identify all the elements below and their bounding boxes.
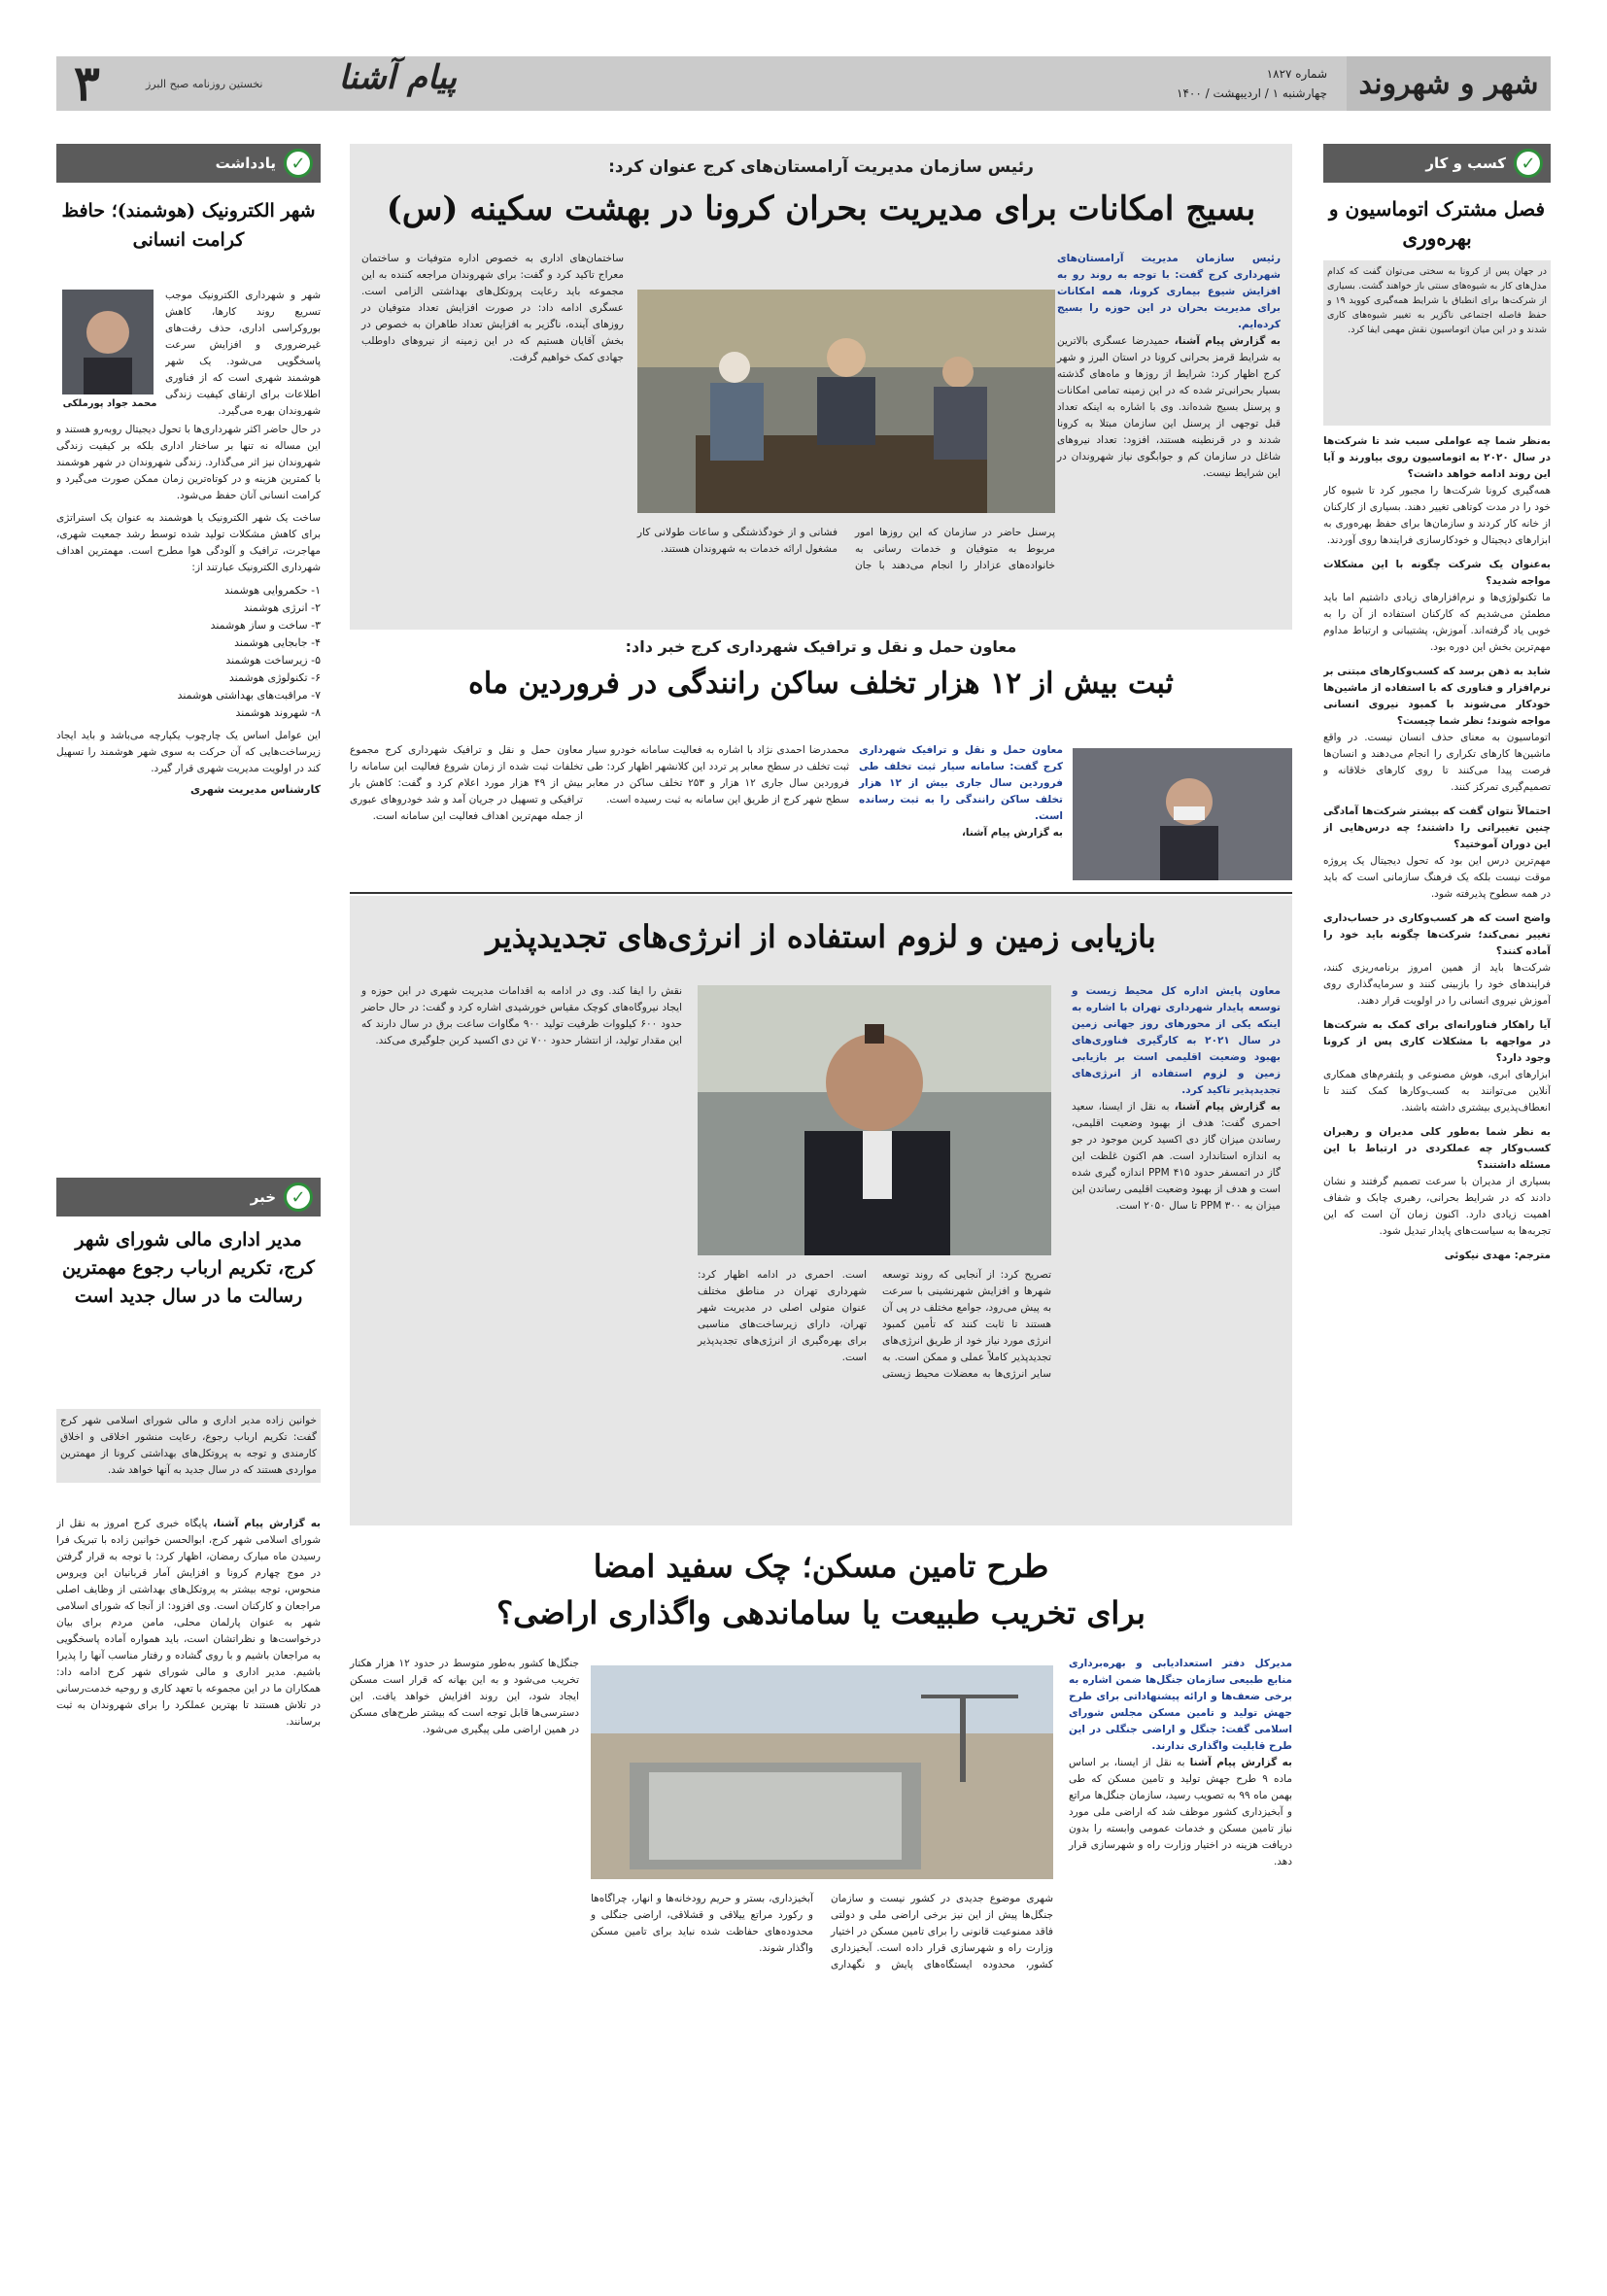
article-cemetery	[350, 144, 1292, 630]
body-text: آبخیزداری کشور، محدوده ایستگاه‌های پایش و نگهداری آبخیزداری، بستر و حریم رودخانه‌ها و انهار، چراگاه‌ها و رکورد مراتع ییلاقی و قشلاقی، اراضی جنگلی و محدوده‌های حفاظت شده نباید برای تامین مسکن واگذار شوند.	[591, 1893, 1053, 1970]
answer: مهم‌ترین درس این بود که تحول دیجیتال یک پروژه موقت نیست بلکه یک فرهنگ سازمانی است که باید در همه سطوح پذیرفته شود.	[1323, 855, 1551, 900]
question: شاید به ذهن برسد که کسب‌وکارهای مبتنی بر نرم‌افزار و فناوری که با استفاده از ماشین‌ها خودکار می‌شوند با کمبود نیروی انسانی مواجه شوند؛ نظر شما چیست؟	[1323, 666, 1551, 727]
translator-credit: مترجم: مهدی نیکوئی	[1444, 1250, 1551, 1261]
issue-info	[1177, 64, 1327, 103]
lead-text: معاون پایش اداره کل محیط زیست و توسعه پایدار شهرداری تهران با اشاره به اینکه یکی از محورهای روز جهانی زمین در سال ۲۰۲۱ به کارگیری فناوری‌های بهبود وضعیت اقلیمی است بر بازیابی زمین و لزوم استفاده از انرژی‌های تجدیدپذیر تاکید کرد.	[1072, 985, 1282, 1096]
question: واضح است که هر کسب‌وکاری در حساب‌داری تغییر نمی‌کند؛ شرکت‌ها چگونه باید خود را آماده کنند؟	[1323, 912, 1551, 957]
answer: ما تکنولوژی‌ها و نرم‌افزارهای زیادی داشتیم اما باید مطمئن می‌شدیم که کارکنان استفاده از آن را به خوبی یاد گرفته‌اند. آموزش، پشتیبانی و ارتباط مداوم مهم‌ترین بخش این دوره بود.	[1323, 592, 1551, 653]
answer: اتوماسیون به معنای حذف انسان نیست. در واقع ماشین‌ها کارهای تکراری را انجام می‌دهند و انسان‌ها فرصت پیدا می‌کنند تا روی کارهای خلاقانه و تصمیم‌گیری تمرکز کنند.	[1323, 732, 1551, 793]
body-text: این عوامل اساس یک چارچوب یکپارچه می‌باشد و باید ایجاد زیرساخت‌هایی که آن حرکت به سوی شهر هوشمند را تسهیل کند در اولویت مدیریت شهری قرار گیرد.	[56, 730, 321, 774]
article-lead	[859, 742, 1063, 841]
article-col2: پرسنل حاضر در سازمان که این روزها امور مربوط به متوفیان و خدمات رسانی به خانواده‌های عزادار را انجام می‌دهند با جان فشانی و از خودگذشتگی و ساعات طولانی کار مشغول ارائه خدمات به شهروندان هستند.	[637, 527, 1055, 571]
section-header-business	[1323, 144, 1551, 183]
lead-text: مدیرکل دفتر استعدادیابی و بهره‌برداری منابع طبیعی سازمان جنگل‌ها ضمن اشاره به برخی ضعف‌ها و ارائه پیشنهاداتی برای طرح جهش تولید و تامین مسکن مجلس شورای اسلامی گفت: جنگل و اراضی جنگلی در این طرح قابلیت واگذاری ندارند.	[1069, 1658, 1292, 1752]
news-title: مدیر اداری مالی شورای شهر کرج، تکریم ارباب رجوع مهمترین رسالت ما در سال جدید است	[62, 1229, 315, 1307]
article-lead	[1057, 251, 1281, 482]
official-portrait-icon	[698, 985, 1051, 1255]
section-title: شهر و شهروند	[1358, 66, 1539, 101]
list-item: ۷- مراقبت‌های بهداشتی هوشمند	[177, 689, 321, 702]
byline: به گزارش پیام آشنا،	[213, 1518, 321, 1529]
interview-body	[1323, 433, 1551, 2270]
list-item: ۲- انرژی هوشمند	[243, 601, 321, 614]
article-photo	[591, 1665, 1053, 1879]
lead-text: معاون حمل و نقل و ترافیک شهرداری کرج گفت: سامانه سیار ثبت تخلف طی فروردین سال جاری بیش از ۱۲ هزار تخلف ساکن رانندگی را به ثبت رسانده است.	[859, 744, 1063, 822]
column-title: شهر الکترونیک (هوشمند)؛ حافظ کرامت انسانی	[61, 200, 316, 251]
article-photo	[698, 985, 1051, 1255]
article-earth	[350, 896, 1292, 1525]
article-headline: بازیابی زمین و لزوم استفاده از انرژی‌های تجدیدپذیر	[486, 918, 1156, 955]
masthead	[56, 56, 1551, 111]
article-col1: محمدرضا احمدی نژاد با اشاره به فعالیت سامانه خودرو سیار ثبت تخلف در سطح معابر پر تردد این کلانشهر اظهار کرد: طی فروردین سال جاری ۱۲ هزار و ۲۵۳ تخلف ساکن در معابر سطح شهر کرج از طریق این سامانه به ثبت رسیده است.	[587, 744, 849, 805]
column-intro: شهر و شهرداری الکترونیک موجب تسریع روند کارها، کاهش بوروکراسی اداری، حذف رفت‌های غیرضروری و افزایش سرعت پاسخگویی می‌شود. یک شهر هوشمند شهری است که از فناوری اطلاعات برای ارتقای کیفیت زندگی شهروندان بهره می‌گیرد.	[165, 290, 321, 416]
section-label: یادداشت	[215, 154, 276, 172]
answer: همه‌گیری کرونا شرکت‌ها را مجبور کرد تا شیوه کار خود را در مدت کوتاهی تغییر دهند. بسیاری از کارکنان از خانه کار کردند و سازمان‌ها برای حفظ بهره‌وری به ابزارهای دیجیتال و خودکارسازی فرایندها روی آوردند.	[1323, 485, 1551, 546]
list-item: ۶- تکنولوژی هوشمند	[228, 671, 321, 684]
article-lead	[1072, 983, 1281, 1215]
body-text: پایگاه خبری کرج امروز به نقل از شورای اسلامی شهر کرج، ابوالحسن خوانین زاده با تبریک فرا رسیدن ماه مبارک رمضان، اظهار کرد: با توجه به قرار گرفتن در موج چهارم کرونا و افزایش آمار قربانیان این ویروس منحوس، توجه بیشتر به پروتکل‌های بهداشتی از وظایف اصلی مراجعان و کارکنان است. وی افزود: از آنجا که شورای اسلامی شهر به عنوان پارلمان محلی، مامن مردم برای بیان درخواست‌ها و نظراتشان است، باید همواره آماده پاسخگویی به مراجعان باشیم و با روی گشاده و رفتار مناسب آنها را پذیرا باشیم. مدیر اداری و مالی شورای شهر کرج ادامه داد: همکاران ما در این مجموعه با تعهد کاری و روحیه خدمت‌رسانی در تلاش هستند تا بهترین عملکرد را برای شهروندان به ثبت برسانند.	[56, 1518, 321, 1728]
body-text: حمیدرضا عسگری بالاترین به شرایط قرمز بحرانی کرونا در استان البرز و شهر کرج اظهار کرد: شرایط از روزها و ماه‌های گذشته بسیار بحرانی‌تر شده که در این زمینه تمامی امکانات و پرسنل بسیج شده‌اند. وی با اشاره به اینکه تعداد قبل توجهی از پرسنل این سازمان مبتلا به کرونا شدند و در قرنطینه هستند، افزود: تعداد نیروهای شاغل در سازمان کم و جوابگوی نیاز شهروندان در این شرایط نیست.	[1057, 335, 1281, 479]
check-icon: ✓	[284, 1182, 313, 1212]
article-headline-line1: طرح تامین مسکن؛ چک سفید امضا	[593, 1548, 1049, 1585]
question: به نظر شما به‌طور کلی مدیران و رهبران کسب‌وکار چه عملکردی در ارتباط با این مسئله داشتند؟	[1323, 1126, 1551, 1171]
byline: به گزارش پیام آشنا،	[1174, 1101, 1281, 1113]
article-lead	[1069, 1656, 1292, 1870]
article-housing	[350, 1529, 1292, 2268]
article-traffic	[350, 634, 1292, 888]
answer: بسیاری از مدیران با سرعت تصمیم گرفتند و نشان دادند که در شرایط بحرانی، رهبری چابک و شفاف اهمیت زیادی دارد. اکنون زمان آن است که این تجربه‌ها به سیاست‌های پایدار تبدیل شود.	[1323, 1176, 1551, 1237]
body-text: تصریح کرد: از آنجایی که روند توسعه شهرها و افزایش شهرنشینی با سرعت به پیش می‌رود، جوامع مختلف در پی آن هستند تا ثابت کنند که تأمین کمبود انرژی مورد نیاز خود از طریق انرژی‌های تجدیدپذیر کاملاً عملی و ممکن است.	[882, 1269, 1051, 1363]
section-header-note	[56, 144, 321, 183]
official-portrait-icon	[1073, 748, 1292, 880]
list-item: ۳- ساخت و ساز هوشمند	[210, 619, 321, 632]
column-body	[56, 422, 321, 1102]
list-item: ۱- حکمروایی هوشمند	[224, 584, 321, 597]
news-lead: خوانین زاده مدیر اداری و مالی شورای اسلامی شهر کرج گفت: تکریم ارباب رجوع، رعایت منشور اخلاقی و اخلاق کارمندی و توجه به پروتکل‌های بهداشتی کرونا از مهمترین مواردی هستند که در سال جدید به آنها خواهد شد.	[56, 1409, 321, 1483]
article-kicker: رئیس سازمان مدیریت آرامستان‌های کرج عنوان کرد:	[608, 157, 1034, 177]
article-headline-line2: برای تخریب طبیعت یا ساماندهی واگذاری اراضی؟	[496, 1594, 1145, 1631]
avatar-icon	[62, 290, 154, 394]
author-photo	[62, 290, 154, 394]
check-icon: ✓	[1514, 149, 1543, 178]
meeting-photo-icon	[637, 290, 1055, 513]
news-body	[56, 1516, 321, 2269]
question: احتمالاً نتوان گفت که بیشتر شرکت‌ها آمادگی چنین تغییراتی را داشتند؛ چه درس‌هایی از این دوران آموختید؟	[1323, 805, 1551, 850]
byline: به گزارش پیام آشنا،	[1174, 335, 1281, 347]
section-header-news	[56, 1178, 321, 1217]
article-headline: ثبت بیش از ۱۲ هزار تخلف ساکن رانندگی در فروردین ماه	[468, 667, 1174, 701]
list-item: ۴- جابجایی هوشمند	[234, 636, 321, 649]
lead-text: رئیس سازمان مدیریت آرامستان‌های شهرداری کرج گفت: با توجه به روند رو به افزایش شیوع بیماری کرونا، همه امکانات برای مدیریت بحران در این حوزه را بسیج کرده‌ایم.	[1057, 253, 1281, 330]
check-icon: ✓	[284, 149, 313, 178]
body-text: شهری موضوع جدیدی در کشور نیست و سازمان جنگل‌ها پیش از این نیز برخی اراضی ملی و دولتی فاقد ممنوعیت قانونی را برای تامین مسکن در اختیار وزارت راه و شهرسازی قرار داده است.	[831, 1893, 1054, 1954]
article-col3: ساختمان‌های اداری به خصوص اداره متوفیات و ساختمان معراج تاکید کرد و گفت: برای شهروندان مراجعه کننده به این مجموعه باید رعایت پروتکل‌های بهداشتی الزامی است. عسگری ادامه داد: در صورت افزایش تعداد متوفیان در روزهای آینده، ناگزیر به افزایش تعداد طاهران به خصوص در بخش آقایان هستیم که در این زمینه از نیروهای داوطلب جهادی کمک خواهیم گرفت.	[361, 253, 624, 363]
list-item: ۵- زیرساخت هوشمند	[225, 654, 321, 667]
author-credit: کارشناس مدیریت شهری	[189, 783, 321, 796]
construction-site-icon	[591, 1665, 1053, 1879]
body-text: به نقل از ایسنا، بر اساس ماده ۹ طرح جهش تولید و تامین مسکن که طی بهمن ماه ۹۹ به تصویب رسید، سازمان جنگل‌ها مراتع و آبخیزداری کشور موظف شد که اراضی ملی مورد نیاز تامین مسکن و خدمات عمومی وابسته را بدون دریافت هزینه در اختیار وزارت راه و شهرسازی قرار دهد.	[1069, 1757, 1293, 1868]
section-banner	[1347, 56, 1551, 111]
question: به‌نظر شما چه عواملی سبب شد تا شرکت‌ها در سال ۲۰۲۰ به اتوماسیون روی بیاورند و آیا این روند ادامه خواهد داشت؟	[1323, 435, 1551, 480]
page-number: ۳	[74, 54, 100, 112]
intro-box: در جهان پس از کرونا به سختی می‌توان گفت که کدام مدل‌های کار به شیوه‌های سنتی باز خواهند گشت. بسیاری از شرکت‌ها برای انطباق با شرایط همه‌گیری کووید ۱۹ و حفظ فاصله اجتماعی ناگزیر به تغییر شیوه‌های کاری شدند و در این میان اتوماسیون نقش مهمی ایفا کرد.	[1323, 260, 1551, 426]
question: آیا راهکار فناورانه‌ای برای کمک به شرکت‌ها در مواجهه با مشکلات کاری پس از کرونا وجود دارد؟	[1323, 1019, 1551, 1064]
section-label: کسب و کار	[1425, 154, 1506, 172]
answer: شرکت‌ها باید از همین امروز برنامه‌ریزی کنند، فرایندهای خود را بازبینی کنند و سرمایه‌گذاری روی آموزش نیروی انسانی را در اولویت قرار دهند.	[1323, 962, 1551, 1007]
divider	[350, 892, 1292, 894]
body-text: به نقل از ایسنا، سعید احمری گفت: هدف از بهبود وضعیت اقلیمی، رساندن میزان گاز دی اکسید کربن موجود در جو به اندازه استاندارد است. هم اکنون غلظت این گاز در اتمسفر حدود ۴۱۵ PPM اندازه گیری شده است و هدف از بهبود وضعیت اقلیمی رساندن این میزان به ۳۰۰ PPM تا سال ۲۰۵۰ است.	[1072, 1101, 1281, 1212]
issue-date: چهارشنبه ۱ / اردیبهشت / ۱۴۰۰	[1177, 86, 1327, 100]
byline: به گزارش پیام آشنا	[1189, 1757, 1292, 1768]
tagline: نخستین روزنامه صبح البرز	[146, 78, 263, 90]
newspaper-logo: پیام آشنا	[338, 58, 457, 97]
body-text: به سایر انرژی‌ها به معضلات محیط زیستی است. احمری در ادامه اظهار کرد: شهرداری تهران در مناطق مختلف عنوان متولی اصلی در مدیریت شهر تهران، دارای زیرساخت‌های مناسبی برای بهره‌گیری از انرژی‌های تجدیدپذیر است.	[698, 1269, 1051, 1380]
author-name: محمد جواد پورملکی	[62, 398, 157, 409]
body-text: در حال حاضر اکثر شهرداری‌ها با تحول دیجیتال روبه‌رو هستند و این مساله نه تنها بر ساختار اداری بلکه بر کیفیت زندگی شهروندان نیز اثر می‌گذارد. زندگی شهروندان در شهر هوشمند با کمترین هزینه و در کوتاه‌ترین زمان ممکن صورت می‌گیرد و کرامت انسانی آنان حفظ می‌شود.	[56, 424, 321, 501]
column-title: فصل مشترک اتوماسیون و بهره‌وری	[1328, 197, 1546, 250]
question: به‌عنوان یک شرکت چگونه با این مشکلات مواجه شدید؟	[1323, 559, 1551, 587]
article-col4: نقش را ایفا کند. وی در ادامه به اقدامات مدیریت شهری در این حوزه و ایجاد نیروگاه‌های کوچک مقیاس خورشیدی اشاره کرد و گفت: در حال حاضر حدود ۶۰۰ کیلووات ظرفیت تولید ۹۰۰ مگاوات ساعت برق در سال دارند که این مقدار تولید، از انتشار حدود ۷۰۰ تن دی اکسید کربن جلوگیری می‌کند.	[361, 985, 682, 1046]
byline: به گزارش پیام آشنا،	[961, 827, 1063, 839]
body-text: ساخت یک شهر الکترونیک یا هوشمند به عنوان یک استراتژی برای کاهش مشکلات تولید شده توسط رشد جمعیت شهری، مهاجرت، ترافیک و آلودگی هوا مطرح است. مهمترین اهداف شهرداری الکترونیک عبارتند از:	[56, 512, 321, 573]
list-item: ۸- شهروند هوشمند	[235, 706, 321, 719]
article-photo	[637, 290, 1055, 513]
article-headline: بسیج امکانات برای مدیریت بحران کرونا در بهشت سکینه (س)	[386, 189, 1256, 228]
article-cols	[591, 1891, 1053, 1973]
article-col4: جنگل‌ها کشور به‌طور متوسط در حدود ۱۲ هزار هکتار تخریب می‌شود و به این بهانه که قرار است مسکن ایجاد شود، این روند افزایش خواهد یافت. این دسترسی‌ها قابل توجه است که بیشتر طرح‌های مسکن در همین اراضی ملی پیگیری می‌شود.	[350, 1658, 579, 1735]
article-col2	[698, 1267, 1051, 1383]
article-photo	[1073, 748, 1292, 880]
article-kicker: معاون حمل و نقل و ترافیک شهرداری کرج خبر داد:	[625, 637, 1017, 656]
article-col2: معاون حمل و نقل و ترافیک شهرداری کرج مجموع تخلفات ثبت شده از زمان شروع فعالیت این سامانه را بیش از ۴۹ هزار مورد اعلام کرد و گفت: کاهش بار ترافیکی و تسهیل در جریان آمد و شد خودروهای عبوری از جمله مهم‌ترین اهداف فعالیت این سامانه است.	[350, 744, 583, 822]
issue-number: شماره ۱۸۲۷	[1266, 67, 1327, 81]
answer: ابزارهای ابری، هوش مصنوعی و پلتفرم‌های همکاری آنلاین می‌توانند به کسب‌وکارها کمک کنند تا انعطاف‌پذیری بیشتری داشته باشند.	[1323, 1069, 1551, 1114]
brand	[146, 58, 457, 109]
section-label: خبر	[250, 1188, 276, 1206]
